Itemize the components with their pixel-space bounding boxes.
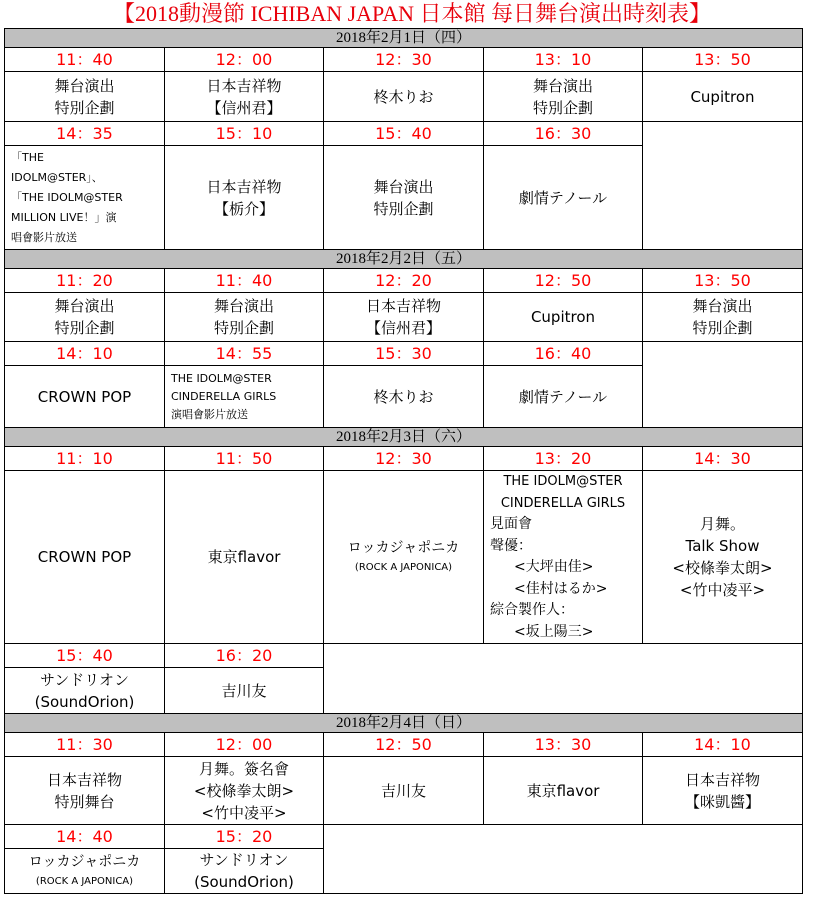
- time-slot: 12：20: [324, 269, 484, 293]
- time-slot: 14：40: [5, 825, 165, 849]
- event-cell: THE IDOLM@STER CINDERELLA GIRLS 見面會 聲優： <大坪由佳> <佳村はるか> 綜合製作人： <坂上陽三>: [484, 471, 643, 644]
- time-slot: 11：50: [165, 447, 324, 471]
- event-cell: 東京flavor: [484, 757, 643, 825]
- time-slot: 12：00: [165, 48, 324, 72]
- time-slot: 13：50: [643, 48, 803, 72]
- time-slot: 12：30: [324, 447, 484, 471]
- empty-cell: [643, 122, 803, 250]
- event-cell: 舞台演出 特別企劃: [484, 72, 643, 122]
- time-slot: 11：40: [5, 48, 165, 72]
- event-cell: 舞台演出 特別企劃: [5, 293, 165, 342]
- event-cell: 「THE IDOLM@STER」、 「THE IDOLM@STER MILLION LIVE！」演 唱會影片放送: [5, 146, 165, 250]
- event-cell: 東京flavor: [165, 471, 324, 644]
- time-slot: 14：30: [643, 447, 803, 471]
- time-slot: 13：30: [484, 733, 643, 757]
- event-cell: 舞台演出 特別企劃: [165, 293, 324, 342]
- time-slot: 11：20: [5, 269, 165, 293]
- empty-cell: [643, 342, 803, 428]
- time-slot: 12：00: [165, 733, 324, 757]
- event-cell: THE IDOLM@STER CINDERELLA GIRLS 演唱會影片放送: [165, 366, 324, 428]
- event-cell: CROWN POP: [5, 471, 165, 644]
- event-cell: 舞台演出 特別企劃: [5, 72, 165, 122]
- time-slot: 14：35: [5, 122, 165, 146]
- event-cell: 舞台演出 特別企劃: [643, 293, 803, 342]
- event-cell: 日本吉祥物 【信州君】: [324, 293, 484, 342]
- schedule-table: [4, 28, 803, 894]
- time-slot: 11：10: [5, 447, 165, 471]
- event-cell: サンドリオン (SoundOrion): [165, 849, 324, 894]
- time-slot: 16：40: [484, 342, 643, 366]
- event-cell: 柊木りお: [324, 366, 484, 428]
- date-header: 2018年2月3日（六）: [5, 428, 803, 447]
- time-slot: 15：40: [324, 122, 484, 146]
- time-slot: 14：10: [643, 733, 803, 757]
- time-slot: 12：50: [324, 733, 484, 757]
- event-cell: 日本吉祥物 【栃介】: [165, 146, 324, 250]
- time-slot: 14：55: [165, 342, 324, 366]
- time-slot: 16：20: [165, 644, 324, 668]
- event-cell: 柊木りお: [324, 72, 484, 122]
- time-slot: 11：30: [5, 733, 165, 757]
- time-slot: 13：50: [643, 269, 803, 293]
- time-slot: 15：10: [165, 122, 324, 146]
- event-cell: 劇情テノール: [484, 146, 643, 250]
- event-cell: CROWN POP: [5, 366, 165, 428]
- time-slot: 14：10: [5, 342, 165, 366]
- time-slot: 13：20: [484, 447, 643, 471]
- empty-cell: [324, 825, 803, 894]
- time-slot: 13：10: [484, 48, 643, 72]
- event-cell: 吉川友: [324, 757, 484, 825]
- page-title: 【2018動漫節 ICHIBAN JAPAN 日本館 每日舞台演出時刻表】: [112, 1, 712, 26]
- time-slot: 15：40: [5, 644, 165, 668]
- event-cell: ロッカジャポニカ (ROCK A JAPONICA): [324, 471, 484, 644]
- time-slot: 12：50: [484, 269, 643, 293]
- event-cell: 日本吉祥物 【咪凱醬】: [643, 757, 803, 825]
- date-header: 2018年2月4日（日）: [5, 714, 803, 733]
- event-cell: 月舞。簽名會 <校條拳太朗> <竹中凌平>: [165, 757, 324, 825]
- empty-cell: [324, 644, 803, 714]
- time-slot: 11：40: [165, 269, 324, 293]
- event-cell: Cupitron: [643, 72, 803, 122]
- date-header: 2018年2月2日（五）: [5, 250, 803, 269]
- event-cell: 日本吉祥物 特別舞台: [5, 757, 165, 825]
- time-slot: 15：30: [324, 342, 484, 366]
- event-cell: 吉川友: [165, 668, 324, 714]
- event-cell: 月舞。 Talk Show <校條拳太朗> <竹中凌平>: [643, 471, 803, 644]
- event-cell: サンドリオン (SoundOrion): [5, 668, 165, 714]
- event-cell: ロッカジャポニカ (ROCK A JAPONICA): [5, 849, 165, 894]
- event-cell: 日本吉祥物 【信州君】: [165, 72, 324, 122]
- time-slot: 16：30: [484, 122, 643, 146]
- event-cell: 劇情テノール: [484, 366, 643, 428]
- time-slot: 15：20: [165, 825, 324, 849]
- date-header: 2018年2月1日（四）: [5, 29, 803, 48]
- time-slot: 12：30: [324, 48, 484, 72]
- event-cell: 舞台演出 特別企劃: [324, 146, 484, 250]
- event-cell: Cupitron: [484, 293, 643, 342]
